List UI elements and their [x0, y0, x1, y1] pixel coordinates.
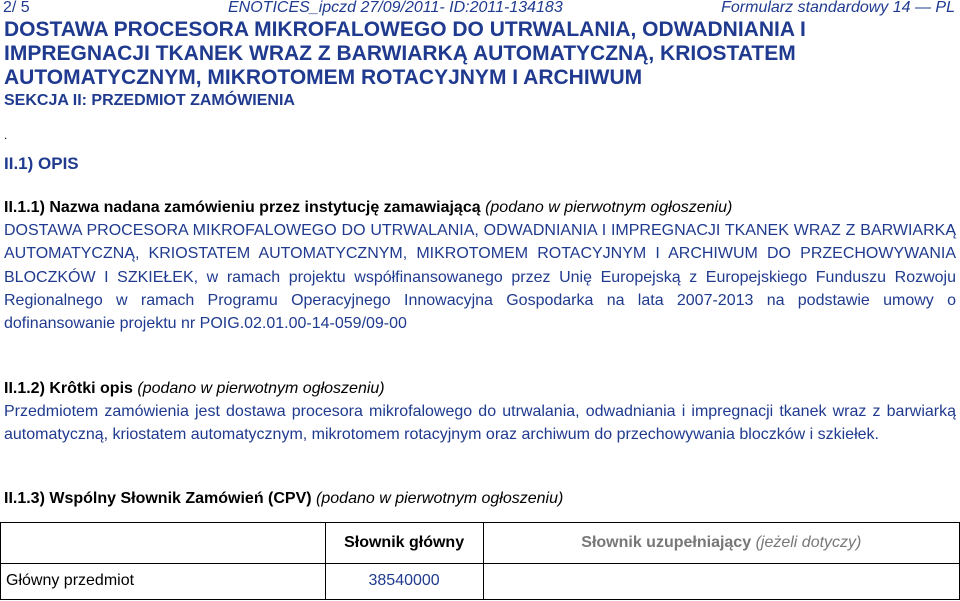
item-name-label: II.1.1) Nazwa nadana zamówieniu przez instytucję zamawiającą [4, 199, 481, 216]
short-description-block [4, 377, 956, 447]
cpv-row-supp [483, 564, 959, 600]
cpv-block [4, 487, 956, 510]
form-name: Formularz standardowy 14 — PL [721, 0, 955, 16]
subsection-heading: II.1) OPIS [4, 154, 79, 173]
cpv-col-supp [483, 523, 959, 564]
item-name-note: (podano w pierwotnym ogłoszeniu) [485, 199, 733, 216]
cpv-note: (podano w pierwotnym ogłoszeniu) [316, 490, 564, 507]
page-number: 2/ 5 [3, 0, 30, 16]
cpv-table [0, 522, 960, 600]
notice-id: ENOTICES_ipczd 27/09/2011- ID:2011-134183 [228, 0, 563, 16]
dot-mark: . [4, 128, 8, 142]
cpv-row-code: 38540000 [325, 564, 483, 600]
section-heading: SEKCJA II: PRZEDMIOT ZAMÓWIENIA [4, 92, 295, 109]
page-header [0, 0, 960, 18]
short-description-label: II.1.2) Krôtki opis [4, 380, 133, 397]
cpv-row-label: Główny przedmiot [1, 564, 326, 600]
item-name-text: DOSTAWA PROCESORA MIKROFALOWEGO DO UTRWALANIA, ODWADNIANIA I IMPREGNACJI TKANEK WRAZ Z BARWIARKĄ AUTOMATYCZNĄ, KRIOSTATEM AUTOMATYCZNYM, MIKROTOMEM ROTACYJNYM I ARCHIWUM DO PRZECHOWYWANIA BLOCZKÓW I SZKIEŁEK, w ramach projektu współfinansowanego przez Unię Europejską z Europejskiego Funduszu Rozwoju Regionalnego w ramach Programu Operacyjnego Innowacyjna Gospodarka na lata 2007-2013 na podstawie umowy o dofinansowanie projektu nr POIG.02.01.00-14-059/09-00 [4, 222, 956, 333]
cpv-col-supp-label: Słownik uzupełniający [581, 534, 752, 551]
document-title: DOSTAWA PROCESORA MIKROFALOWEGO DO UTRWALANIA, ODWADNIANIA I IMPREGNACJI TKANEK WRAZ Z BARWIARKĄ AUTOMATYCZNĄ, KRIOSTATEM AUTOMATYCZNYM, MIKROTOMEM ROTACYJNYM I ARCHIWUM [4, 18, 806, 89]
cpv-label: II.1.3) Wspólny Słownik Zamówień (CPV) [4, 490, 312, 507]
cpv-col-supp-note: (jeżeli dotyczy) [755, 534, 862, 551]
cpv-table-corner [1, 523, 326, 564]
short-description-note: (podano w pierwotnym ogłoszeniu) [137, 380, 385, 397]
cpv-col-main: Słownik główny [325, 523, 483, 564]
item-name-block [4, 196, 956, 335]
short-description-text: Przedmiotem zamówienia jest dostawa procesora mikrofalowego do utrwalania, odwadniania i impregnacji tkanek wraz z barwiarką automatyczną, kriostatem automatycznym, mikrotomem rotacyjnym oraz archiwum do przechowywania bloczków i szkiełek. [4, 403, 956, 444]
